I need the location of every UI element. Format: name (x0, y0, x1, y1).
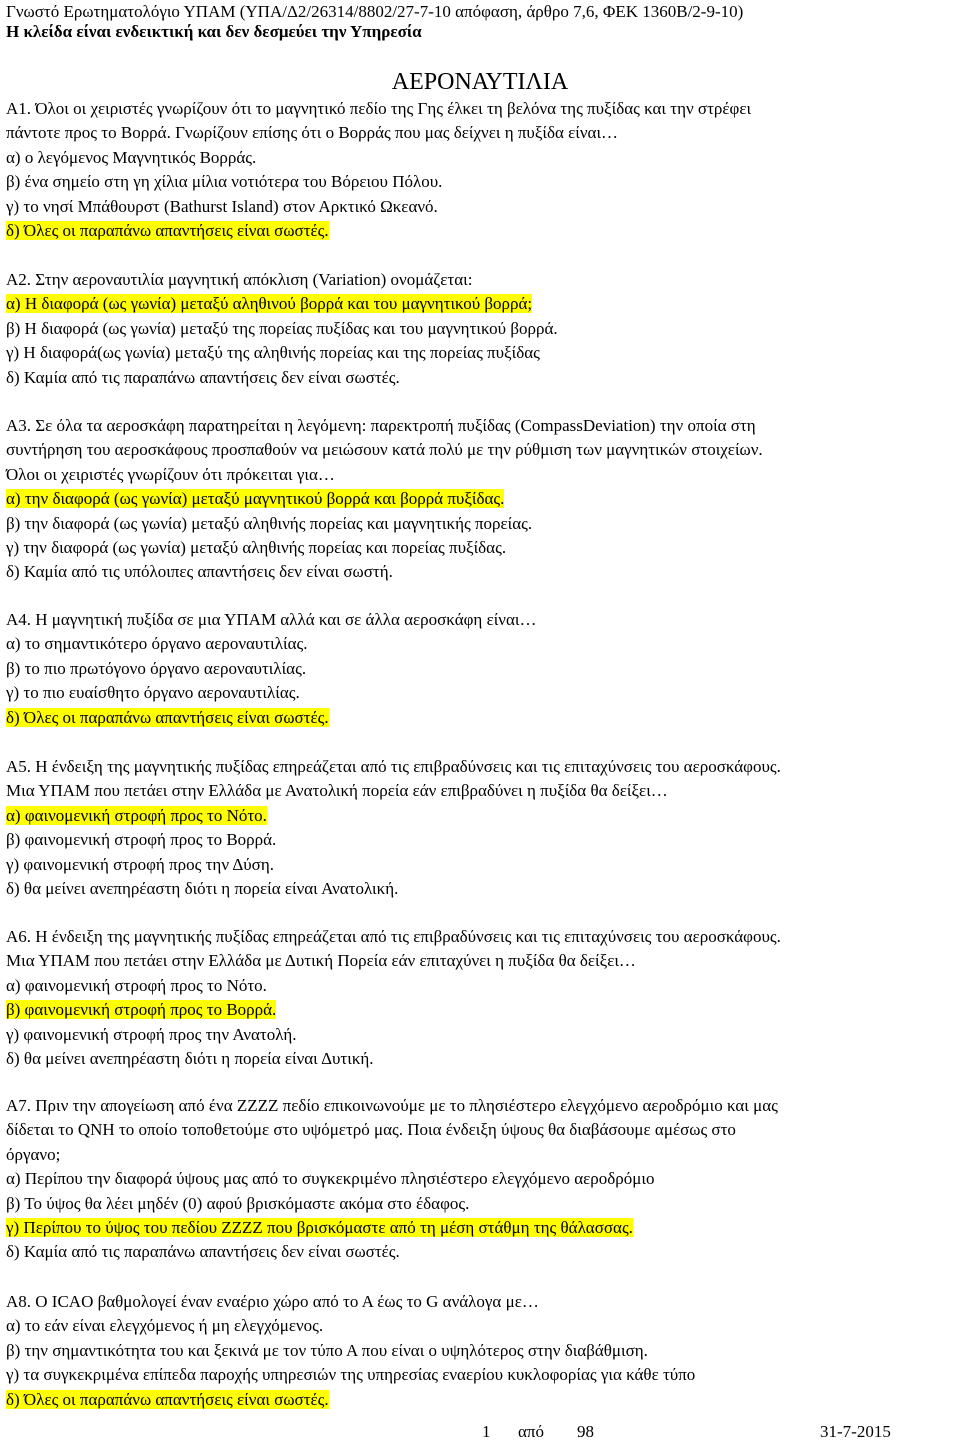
question-line (6, 974, 958, 998)
line-text: Α7. Πριν την απογείωση από ένα ZZZZ πεδίο επικοινωνούμε με το πλησιέστερο ελεγχόμενο αεροδρόμιο και μας (6, 1096, 778, 1115)
highlighted-answer: α) την διαφορά (ως γωνία) μεταξύ μαγνητικού βορρά και βορρά πυξίδας. (6, 489, 505, 509)
question-block (6, 1290, 958, 1412)
question-block (6, 608, 958, 730)
page-footer (0, 1420, 960, 1444)
question-line (6, 779, 958, 803)
header-reference: Γνωστό Ερωτηματολόγιο ΥΠΑΜ (ΥΠΑ/Δ2/26314/8802/27-7-10 απόφαση, άρθρο 7,6, ΦΕΚ 1360Β/2-9-10) (6, 2, 744, 21)
question-text (6, 608, 958, 632)
line-text: Α4. Η μαγνητική πυξίδα σε μια ΥΠΑΜ αλλά και σε άλλα αεροσκάφη είναι… (6, 610, 537, 629)
page-number: 1 (482, 1422, 491, 1441)
correct-answer-line (6, 1388, 958, 1412)
question-line (6, 438, 958, 462)
line-text: Μια ΥΠΑΜ που πετάει στην Ελλάδα με Ανατολική πορεία εάν επιβραδύνει η πυξίδα θα δείξει… (6, 781, 668, 801)
question-block (6, 268, 958, 390)
question-line (6, 1143, 958, 1167)
line-text: Α2. Στην αεροναυτιλία μαγνητική απόκλιση (Variation) ονομάζεται: (6, 270, 473, 289)
highlighted-answer: α) Η διαφορά (ως γωνία) μεταξύ αληθινού βορρά και του μαγνητικού βορρά; (6, 294, 533, 314)
highlighted-answer: δ) Όλες οι παραπάνω απαντήσεις είναι σωστές. (6, 220, 329, 240)
question-line (6, 536, 958, 560)
question-line (6, 1118, 958, 1142)
correct-answer-line (6, 706, 958, 730)
line-text: γ) το πιο ευαίσθητο όργανο αεροναυτιλίας. (6, 683, 300, 703)
line-text: όργανο; (6, 1144, 61, 1164)
question-line (6, 195, 958, 219)
question-line (6, 512, 958, 536)
question-line (6, 632, 958, 656)
line-text: Α6. Η ένδειξη της μαγνητικής πυξίδας επηρεάζεται από τις επιβραδύνσεις και τις επιταχύνσεις του αεροσκάφους. (6, 927, 781, 946)
question-line (6, 560, 958, 584)
correct-answer-line (6, 998, 958, 1022)
question-block (6, 925, 958, 1071)
line-text: δ) θα μείνει ανεπηρέαστη διότι η πορεία είναι Δυτική. (6, 1048, 374, 1068)
highlighted-answer: γ) Περίπου το ύψος του πεδίου ZZZZ που βρισκόμαστε από τη μέση στάθμη της θάλασσας. (6, 1217, 633, 1237)
line-text: α) Περίπου την διαφορά ύψους μας από το συγκεκριμένο πλησιέστερο ελεγχόμενο αεροδρόμιο (6, 1169, 655, 1189)
question-line (6, 949, 958, 973)
question-text (6, 268, 958, 292)
page-date: 31-7-2015 (820, 1422, 891, 1441)
question-line (6, 877, 958, 901)
line-text: α) ο λεγόμενος Μαγνητικός Βορράς. (6, 147, 257, 167)
question-line (6, 121, 958, 145)
line-text: β) την σημαντικότητα του και ξεκινά με τον τύπο Α που είναι ο υψηλότερος στην διαβάθμιση. (6, 1340, 648, 1360)
line-text: β) φαινομενική στροφή προς το Βορρά. (6, 830, 277, 850)
question-line (6, 1314, 958, 1338)
line-text: β) την διαφορά (ως γωνία) μεταξύ αληθινής πορείας και μαγνητικής πορείας. (6, 513, 533, 533)
page-of-label: από (518, 1422, 544, 1441)
line-text: γ) την διαφορά (ως γωνία) μεταξύ αληθινής πορείας και πορείας πυξίδας. (6, 537, 507, 557)
line-text: β) το πιο πρωτόγονο όργανο αεροναυτιλίας. (6, 658, 307, 678)
correct-answer-line (6, 804, 958, 828)
line-text: γ) φαινομενική στροφή προς την Δύση. (6, 854, 274, 874)
line-text: Α3. Σε όλα τα αεροσκάφη παρατηρείται η λεγόμενη: παρεκτροπή πυξίδας (CompassDeviation) την οποία στη (6, 416, 756, 435)
correct-answer-line (6, 292, 958, 316)
line-text: Α5. Η ένδειξη της μαγνητικής πυξίδας επηρεάζεται από τις επιβραδύνσεις και τις επιταχύνσεις του αεροσκάφους. (6, 757, 781, 776)
question-line (6, 317, 958, 341)
line-text: α) το εάν είναι ελεγχόμενος ή μη ελεγχόμενος. (6, 1316, 324, 1336)
question-line (6, 1192, 958, 1216)
question-block (6, 97, 958, 243)
line-text: α) φαινομενική στροφή προς το Νότο. (6, 975, 267, 995)
question-text (6, 97, 958, 121)
line-text: β) Το ύψος θα λέει μηδέν (0) αφού βρισκόμαστε ακόμα στο έδαφος. (6, 1193, 470, 1213)
correct-answer-line (6, 219, 958, 243)
highlighted-answer: δ) Όλες οι παραπάνω απαντήσεις είναι σωστές. (6, 1389, 329, 1409)
highlighted-answer: δ) Όλες οι παραπάνω απαντήσεις είναι σωστές. (6, 707, 329, 727)
correct-answer-line (6, 487, 958, 511)
line-text: β) ένα σημείο στη γη χίλια μίλια νοτιότερα του Βόρειου Πόλου. (6, 172, 443, 192)
question-line (6, 1023, 958, 1047)
question-line (6, 170, 958, 194)
line-text: δ) θα μείνει ανεπηρέαστη διότι η πορεία είναι Ανατολική. (6, 878, 399, 898)
line-text: γ) Η διαφορά(ως γωνία) μεταξύ της αληθινής πορείας και της πορείας πυξίδας (6, 343, 540, 363)
question-line (6, 366, 958, 390)
question-line (6, 853, 958, 877)
line-text: Όλοι οι χειριστές γνωρίζουν ότι πρόκειται για… (6, 464, 335, 484)
question-block (6, 755, 958, 901)
line-text: Α1. Όλοι οι χειριστές γνωρίζουν ότι το μαγνητικό πεδίο της Γης έλκει τη βελόνα της πυξίδας και την στρέφει (6, 99, 752, 118)
line-text: Μια ΥΠΑΜ που πετάει στην Ελλάδα με Δυτική Πορεία εάν επιταχύνει η πυξίδα θα δείξει… (6, 951, 636, 971)
question-line (6, 681, 958, 705)
line-text: Α8. Ο ICAO βαθμολογεί έναν εναέριο χώρο από το Α έως το G ανάλογα με… (6, 1292, 539, 1311)
highlighted-answer: β) φαινομενική στροφή προς το Βορρά. (6, 1000, 277, 1020)
line-text: α) το σημαντικότερο όργανο αεροναυτιλίας. (6, 634, 308, 654)
question-line (6, 657, 958, 681)
line-text: β) Η διαφορά (ως γωνία) μεταξύ της πορείας πυξίδας και του μαγνητικού βορρά. (6, 318, 558, 338)
question-line (6, 1339, 958, 1363)
question-text (6, 925, 958, 949)
line-text: δ) Καμία από τις παραπάνω απαντήσεις δεν είναι σωστές. (6, 1242, 400, 1262)
highlighted-answer: α) φαινομενική στροφή προς το Νότο. (6, 805, 267, 825)
question-line (6, 1047, 958, 1071)
question-text (6, 1094, 958, 1118)
question-line (6, 828, 958, 852)
line-text: γ) τα συγκεκριμένα επίπεδα παροχής υπηρεσιών της υπηρεσίας εναερίου κυκλοφορίας για κάθε τύπο (6, 1365, 696, 1385)
question-line (6, 146, 958, 170)
line-text: πάντοτε προς το Βορρά. Γνωρίζουν επίσης ότι ο Βορράς που μας δείχνει η πυξίδα είναι… (6, 123, 619, 143)
question-line (6, 1167, 958, 1191)
question-line (6, 341, 958, 365)
line-text: γ) φαινομενική στροφή προς την Ανατολή. (6, 1024, 297, 1044)
line-text: δ) Καμία από τις υπόλοιπες απαντήσεις δεν είναι σωστή. (6, 562, 393, 582)
page-total: 98 (577, 1422, 594, 1441)
question-text (6, 755, 958, 779)
question-text (6, 1290, 958, 1314)
line-text: δ) Καμία από τις παραπάνω απαντήσεις δεν είναι σωστές. (6, 367, 400, 387)
line-text: δίδεται το QNH το οποίο τοποθετούμε στο υψόμετρό μας. Ποια ένδειξη ύψους θα διαβάσουμε αμέσως στο (6, 1120, 736, 1140)
question-line (6, 1240, 958, 1264)
line-text: γ) το νησί Μπάθουρστ (Bathurst Island) στον Αρκτικό Ωκεανό. (6, 196, 438, 216)
line-text: συντήρηση του αεροσκάφους προσπαθούν να μειώσουν κατά πολύ με την ρύθμιση των μαγνητικών στοιχείων. (6, 440, 763, 460)
page-title: ΑΕΡΟΝΑΥΤΙΛΙΑ (391, 69, 569, 95)
header-disclaimer: Η κλείδα είναι ενδεικτική και δεν δεσμεύει την Υπηρεσία (6, 22, 422, 41)
question-line (6, 1363, 958, 1387)
correct-answer-line (6, 1216, 958, 1240)
question-block (6, 414, 958, 585)
question-line (6, 463, 958, 487)
question-block (6, 1094, 958, 1265)
question-text (6, 414, 958, 438)
